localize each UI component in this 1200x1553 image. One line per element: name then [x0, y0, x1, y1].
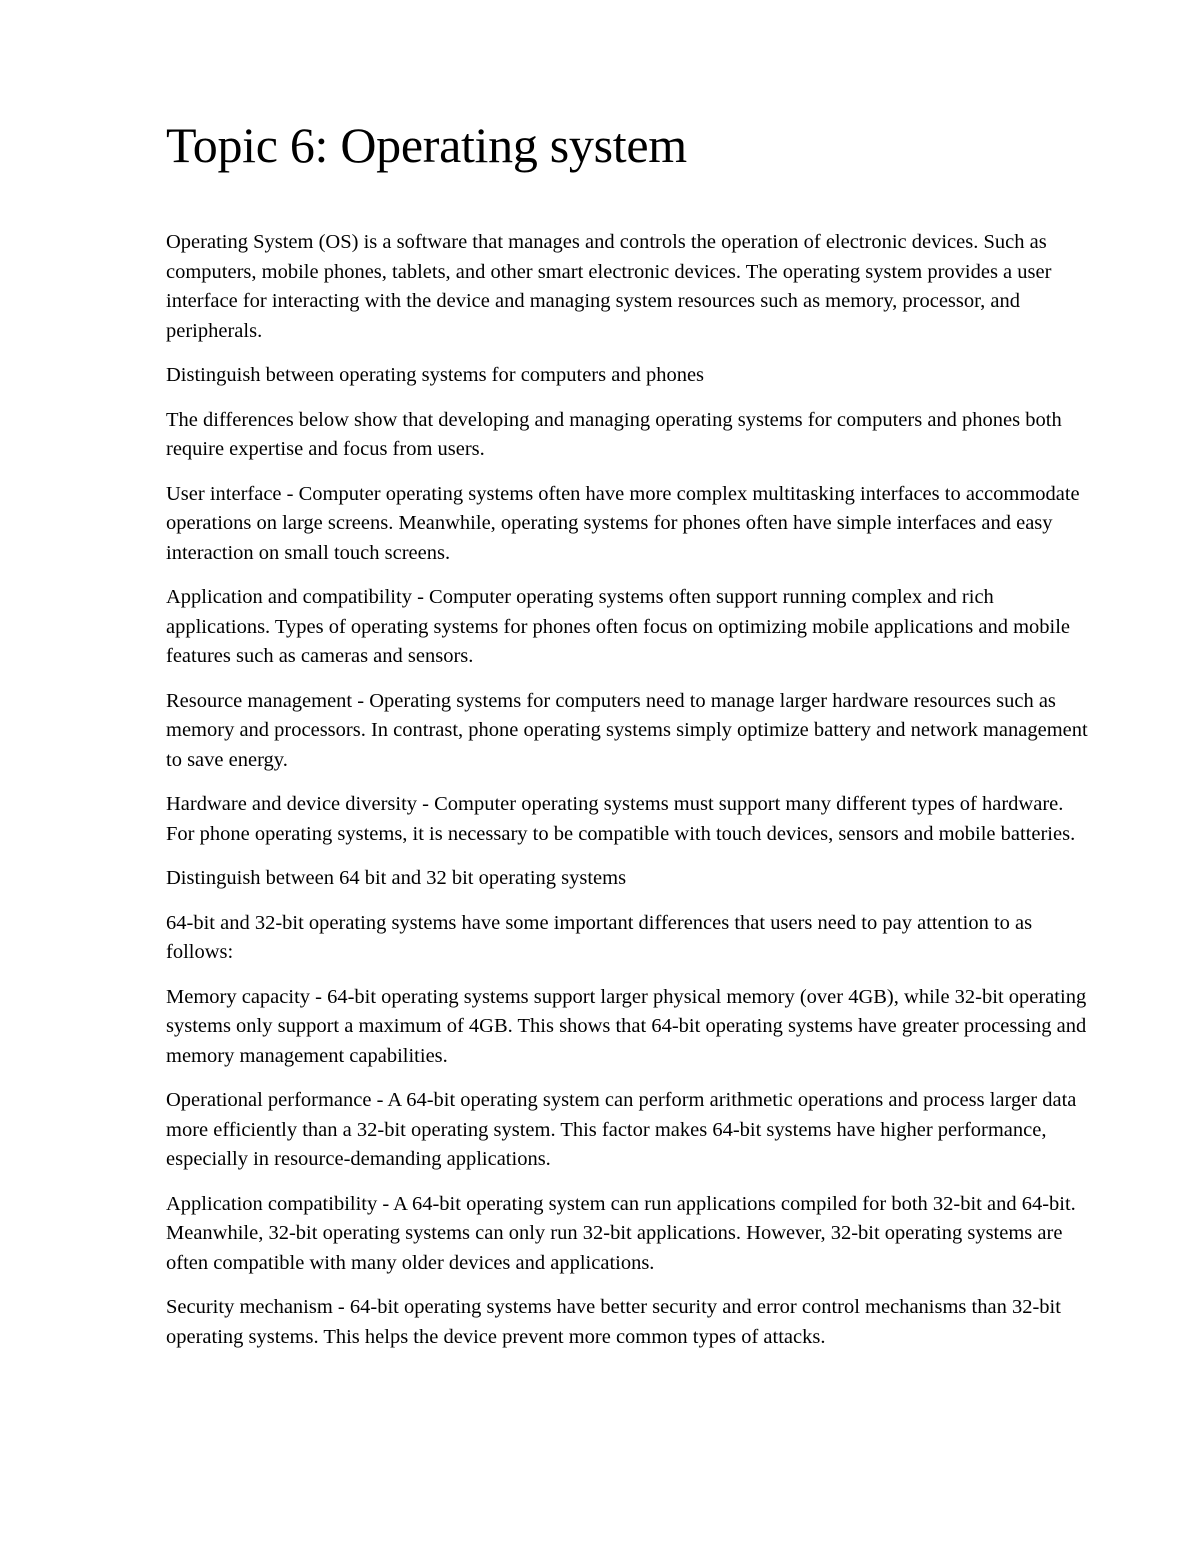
section-heading-64-vs-32-bit: Distinguish between 64 bit and 32 bit operating systems [166, 867, 627, 889]
paragraph-app-compatibility-bits: Application compatibility - A 64-bit operating system can run applications compiled for both 32-bit and 64-bit. Meanwhile, 32-bit operating systems can only run 32-bit applications. However, 32-bit operating systems are often compatible with many older devices and applications. [166, 1192, 1076, 1274]
paragraph-resource-management: Resource management - Operating systems for computers need to manage larger hardware resources such as memory and processors. In contrast, phone operating systems simply optimize battery and network management to save energy. [166, 689, 1088, 771]
paragraph-user-interface: User interface - Computer operating systems often have more complex multitasking interfaces to accommodate operations on large screens. Meanwhile, operating systems for phones often have simple interfaces and easy interaction on small touch screens. [166, 482, 1080, 564]
paragraph-hardware-diversity: Hardware and device diversity - Computer operating systems must support many different types of hardware. For phone operating systems, it is necessary to be compatible with touch devices, sensors and mobile batteries. [166, 793, 1076, 845]
paragraph-memory-capacity: Memory capacity - 64-bit operating systems support larger physical memory (over 4GB), while 32-bit operating systems only support a maximum of 4GB. This shows that 64-bit operating systems have greater processing and memory management capabilities. [166, 985, 1087, 1067]
section-heading-computers-vs-phones: Distinguish between operating systems for computers and phones [166, 364, 705, 386]
paragraph-operational-performance: Operational performance - A 64-bit operating system can perform arithmetic operations and process larger data more efficiently than a 32-bit operating system. This factor makes 64-bit systems have higher performance, especially in resource-demanding applications. [166, 1089, 1077, 1170]
paragraph-security-mechanism: Security mechanism - 64-bit operating systems have better security and error control mechanisms than 32-bit operating systems. This helps the device prevent more common types of attacks. [166, 1296, 1061, 1348]
intro-paragraph: Operating System (OS) is a software that manages and controls the operation of electronic devices. Such as computers, mobile phones, tablets, and other smart electronic devices. The operating system provides a user interface for interacting with the device and managing system resources such as memory, processor, and peripherals. [166, 231, 1052, 342]
paragraph-application-compatibility: Application and compatibility - Computer operating systems often support running complex and rich applications. Types of operating systems for phones often focus on optimizing mobile applications and mobile features such as cameras and sensors. [166, 586, 1071, 667]
page-title: Topic 6: Operating system [166, 117, 687, 173]
paragraph-bit-differences-intro: 64-bit and 32-bit operating systems have some important differences that users need to pay attention to as follows: [166, 911, 1033, 963]
document-body [166, 112, 1096, 1367]
paragraph-differences-intro: The differences below show that developing and managing operating systems for computers and phones both require expertise and focus from users. [166, 408, 1062, 460]
